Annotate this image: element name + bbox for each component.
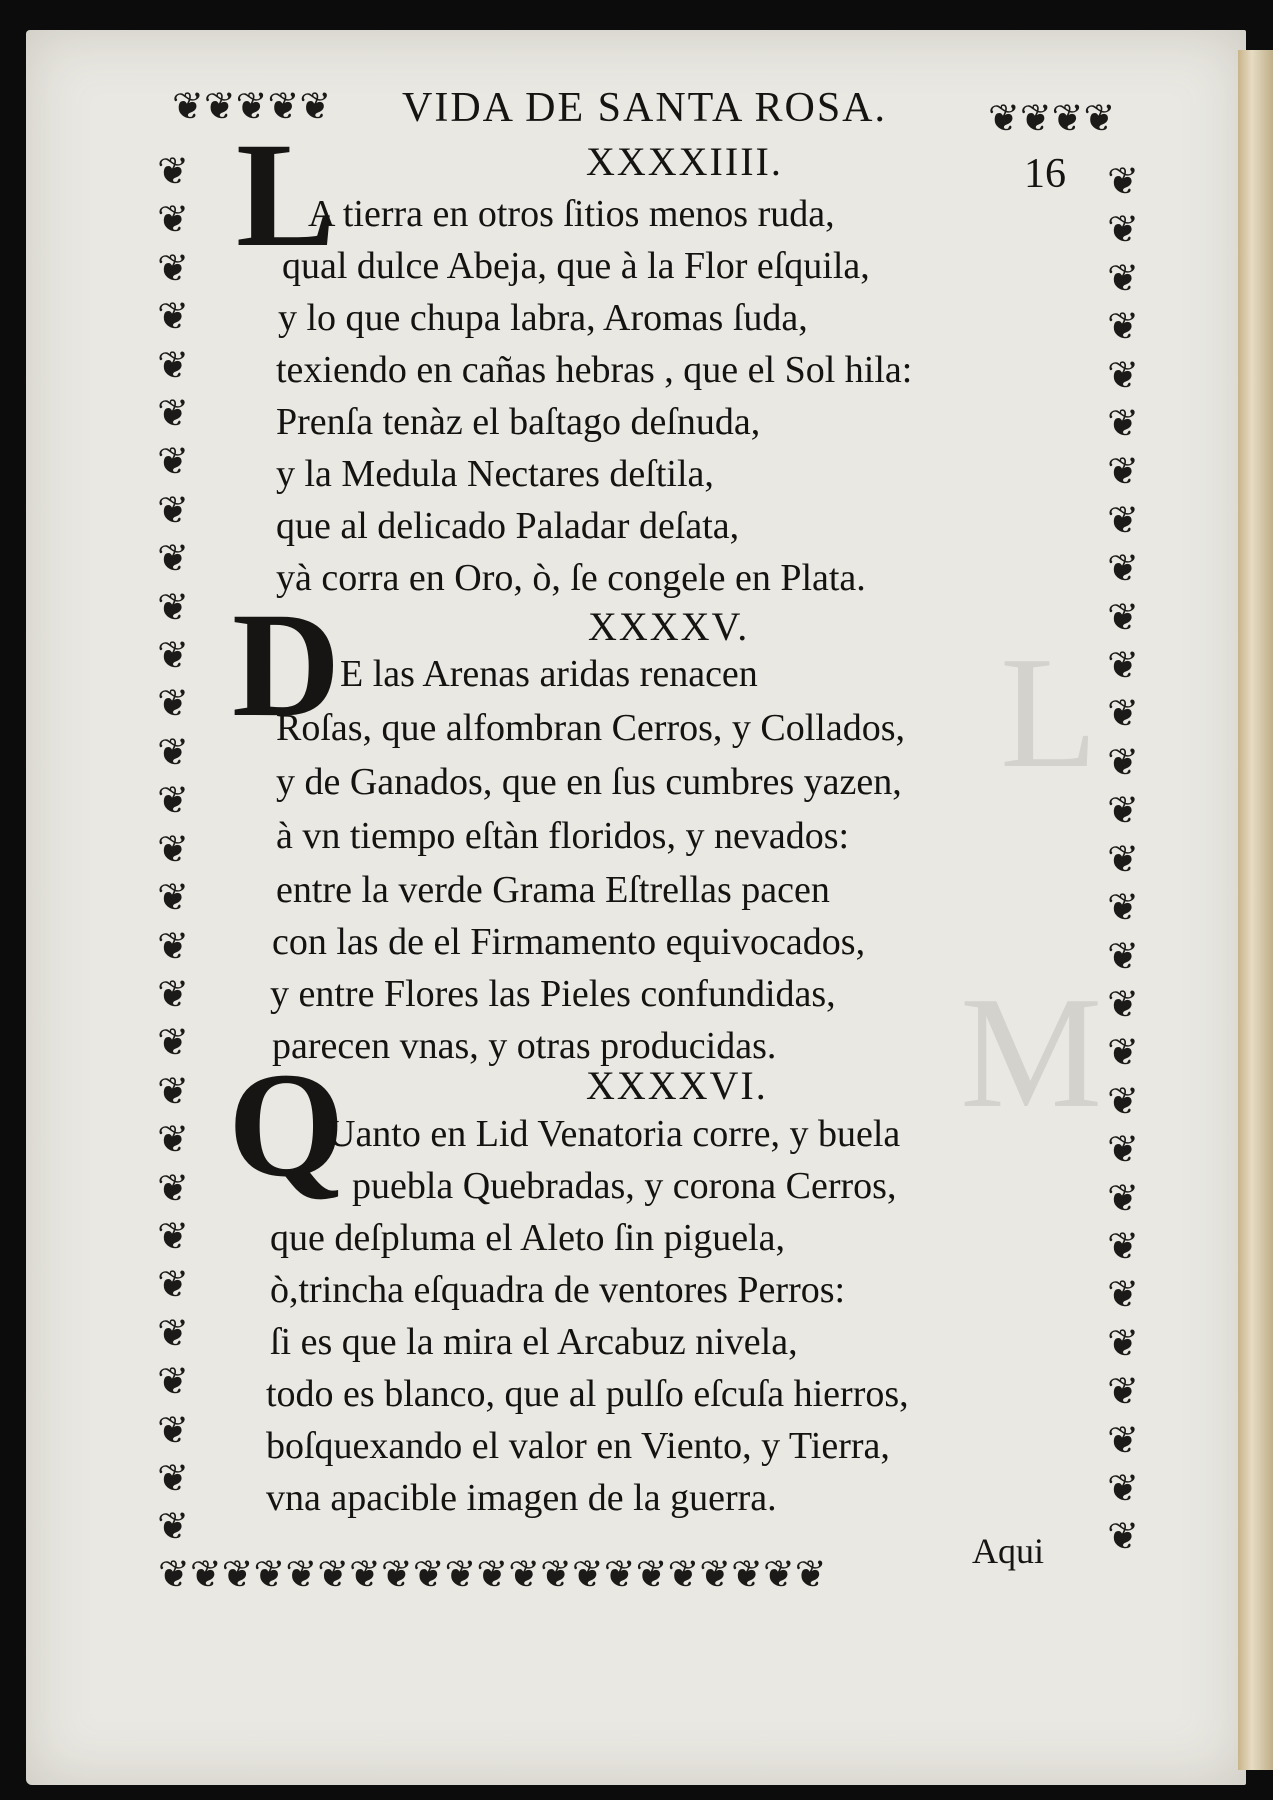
verse-line: yà corra en Oro, ò, ſe congele en Plata. — [276, 557, 866, 599]
page-number: 16 — [1024, 151, 1066, 197]
ornament-column-right: ❦ ❦ ❦ ❦ ❦ ❦ ❦ ❦ ❦ ❦ ❦ ❦ ❦ ❦ ❦ ❦ ❦ ❦ ❦ ❦ ❦ ❦ ❦ ❦ ❦ ❦ ❦ ❦ ❦ — [1107, 161, 1139, 1559]
verse-line: A tierra en otros ſitios menos ruda, — [308, 193, 835, 235]
stanza-number: XXXXVI. — [586, 1063, 768, 1108]
ornament-row-top-right: ❦❦❦❦ — [988, 98, 1116, 140]
verse-line: que deſpluma el Aleto ſin piguela, — [270, 1217, 785, 1259]
ornament-column-left: ❦ ❦ ❦ ❦ ❦ ❦ ❦ ❦ ❦ ❦ ❦ ❦ ❦ ❦ ❦ ❦ ❦ ❦ ❦ ❦ ❦ ❦ ❦ ❦ ❦ ❦ ❦ ❦ ❦ — [157, 151, 189, 1549]
catchword: Aqui — [972, 1531, 1044, 1571]
stanza-number: XXXXV. — [588, 604, 750, 649]
verse-line: Uanto en Lid Venatoria corre, y buela — [328, 1113, 901, 1155]
verse-line: todo es blanco, que al pulſo eſcuſa hierros, — [266, 1373, 909, 1415]
verse-line: texiendo en cañas hebras , que el Sol hila: — [276, 349, 913, 391]
drop-cap-initial: D — [232, 582, 341, 748]
verse-line: Prenſa tenàz el baſtago deſnuda, — [276, 401, 761, 443]
verse-line: que al delicado Paladar deſata, — [276, 505, 740, 547]
ornament-row-bottom: ❦❦❦❦❦❦❦❦❦❦❦❦❦❦❦❦❦❦❦❦❦ — [158, 1554, 827, 1596]
show-through-letter: M — [960, 963, 1103, 1141]
verse-line: y la Medula Nectares deſtila, — [276, 453, 714, 495]
drop-cap-initial: Q — [228, 1042, 345, 1208]
stanza-number: XXXXIIII. — [586, 139, 783, 184]
verse-line: puebla Quebradas, y corona Cerros, — [352, 1165, 897, 1207]
verse-line: boſquexando el valor en Viento, y Tierra, — [266, 1425, 890, 1467]
drop-cap-initial: L — [236, 112, 337, 278]
verse-line: Roſas, que alfombran Cerros, y Collados, — [276, 707, 906, 749]
verse-line: entre la verde Grama Eſtrellas pacen — [276, 869, 830, 911]
verse-line: ſi es que la mira el Arcabuz nivela, — [270, 1321, 798, 1363]
verse-line: vna apacible imagen de la guerra. — [266, 1477, 777, 1519]
verse-line: ò,trincha eſquadra de ventores Perros: — [270, 1269, 846, 1311]
show-through-letter: L — [1000, 623, 1098, 801]
verse-line: E las Arenas aridas renacen — [340, 653, 758, 695]
verse-line: à vn tiempo eſtàn floridos, y nevados: — [276, 815, 850, 857]
verse-line: con las de el Firmamento equivocados, — [272, 921, 866, 963]
adjacent-page-edge — [1238, 50, 1273, 1770]
running-head: VIDA DE SANTA ROSA. — [402, 85, 888, 131]
ornament-row-top-left: ❦❦❦❦❦ — [172, 86, 332, 128]
verse-line: y lo que chupa labra, Aromas ſuda, — [278, 297, 808, 339]
verse-line: y de Ganados, que en ſus cumbres yazen, — [276, 761, 902, 803]
verse-line: y entre Flores las Pieles confundidas, — [270, 973, 836, 1015]
verse-line: parecen vnas, y otras producidas. — [272, 1025, 777, 1067]
verse-line: qual dulce Abeja, que à la Flor eſquila, — [282, 245, 870, 287]
